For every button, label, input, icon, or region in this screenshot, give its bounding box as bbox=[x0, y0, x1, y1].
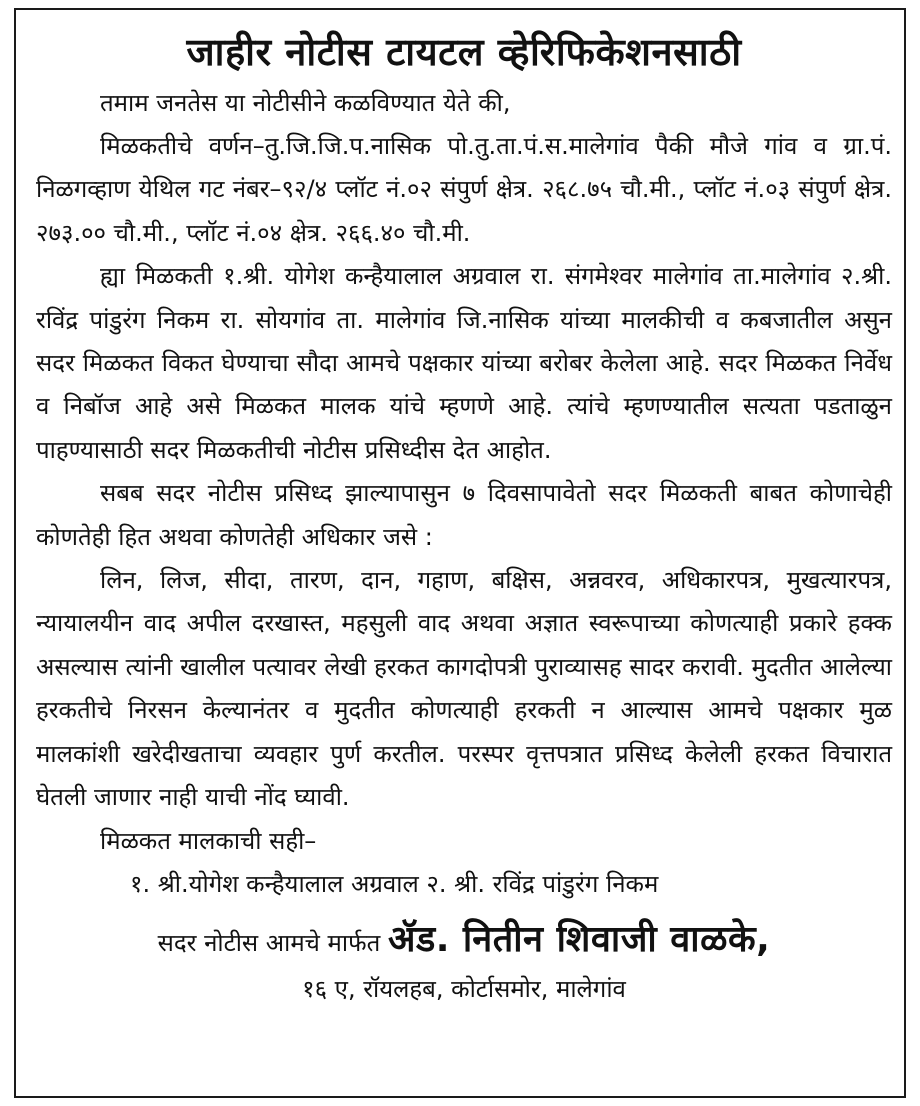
public-notice bbox=[14, 8, 906, 1098]
notice-title: जाहीर नोटीस टायटल व्हेरिफिकेशनसाठी bbox=[186, 30, 742, 74]
objection-intro-paragraph: सबब सदर नोटीस प्रसिध्द झाल्यापासुन ७ दिवसापावेतो सदर मिळकती बाबत कोणाचेही कोणतेही हित अथवा कोणतेही अधिकार जसे : bbox=[36, 479, 892, 551]
advocate-address: १६ ए, रॉयलहब, कोर्टासमोर, मालेगांव bbox=[302, 974, 626, 1003]
rights-list-paragraph: लिन, लिज, सीदा, तारण, दान, गहाण, बक्षिस, अन्नवरव, अधिकारपत्र, मुखत्यारपत्र, न्यायालयीन वाद अपील दरखास्त, महसुली वाद अथवा अज्ञात स्वरूपाच्या कोणत्याही प्रकारे हक्क असल्यास त्यांनी खालील पत्यावर लेखी हरकत कागदोपत्री पुराव्यासह सादर करावी. मुदतीत आलेल्या हरकतीचे निरसन केल्यानंतर व मुदतीत कोणत्याही हरकती न आल्यास आमचे पक्षकार मुळ मालकांशी खरेदीखताचा व्यवहार पुर्ण करतील. परस्पर वृत्तपत्रात प्रसिध्द केलेली हरकत विचारात घेतली जाणार नाही याची नोंद घ्यावी. bbox=[36, 566, 892, 812]
notice-intro: तमाम जनतेस या नोटीसीने कळविण्यात येते की, bbox=[100, 89, 511, 117]
owner-names: १. श्री.योगेश कन्हैयालाल अग्रवाल २. श्री. रविंद्र पांडुरंग निकम bbox=[130, 869, 659, 898]
signature-label: मिळकत मालकाची सही– bbox=[100, 826, 317, 855]
advocate-line bbox=[36, 914, 892, 969]
property-description-paragraph: मिळकतीचे वर्णन–तु.जि.जि.प.नासिक पो.तु.ता.पं.स.मालेगांव पैकी मौजे गांव व ग्रा.पं. निळगव्हाण येथिल गट नंबर–९२/४ प्लॉट नं.०२ संपुर्ण क्षेत्र. २६८.७५ चौ.मी., प्लॉट नं.०३ संपुर्ण क्षेत्र. २७३.०० चौ.मी., प्लॉट नं.०४ क्षेत्र. २६६.४० चौ.मी. bbox=[36, 132, 892, 247]
through-text: सदर नोटीस आमचे मार्फत bbox=[157, 928, 381, 957]
ownership-paragraph: ह्या मिळकती १.श्री. योगेश कन्हैयालाल अग्रवाल रा. संगमेश्वर मालेगांव ता.मालेगांव २.श्री. रविंद्र पांडुरंग निकम रा. सोयगांव ता. मालेगांव जि.नासिक यांच्या मालकीची व कबजातील असुन सदर मिळकत विकत घेण्याचा सौदा आमचे पक्षकार यांच्या बरोबर केलेला आहे. सदर मिळकत निर्वेध व निबॉज आहे असे मिळकत मालक यांचे म्हणणे आहे. त्यांचे म्हणण्यातील सत्यता पडताळुन पाहण्यासाठी सदर मिळकतीची नोटीस प्रसिध्दीस देत आहोत. bbox=[36, 262, 892, 464]
advocate-name: ॲड. नितीन शिवाजी वाळके, bbox=[387, 918, 771, 960]
